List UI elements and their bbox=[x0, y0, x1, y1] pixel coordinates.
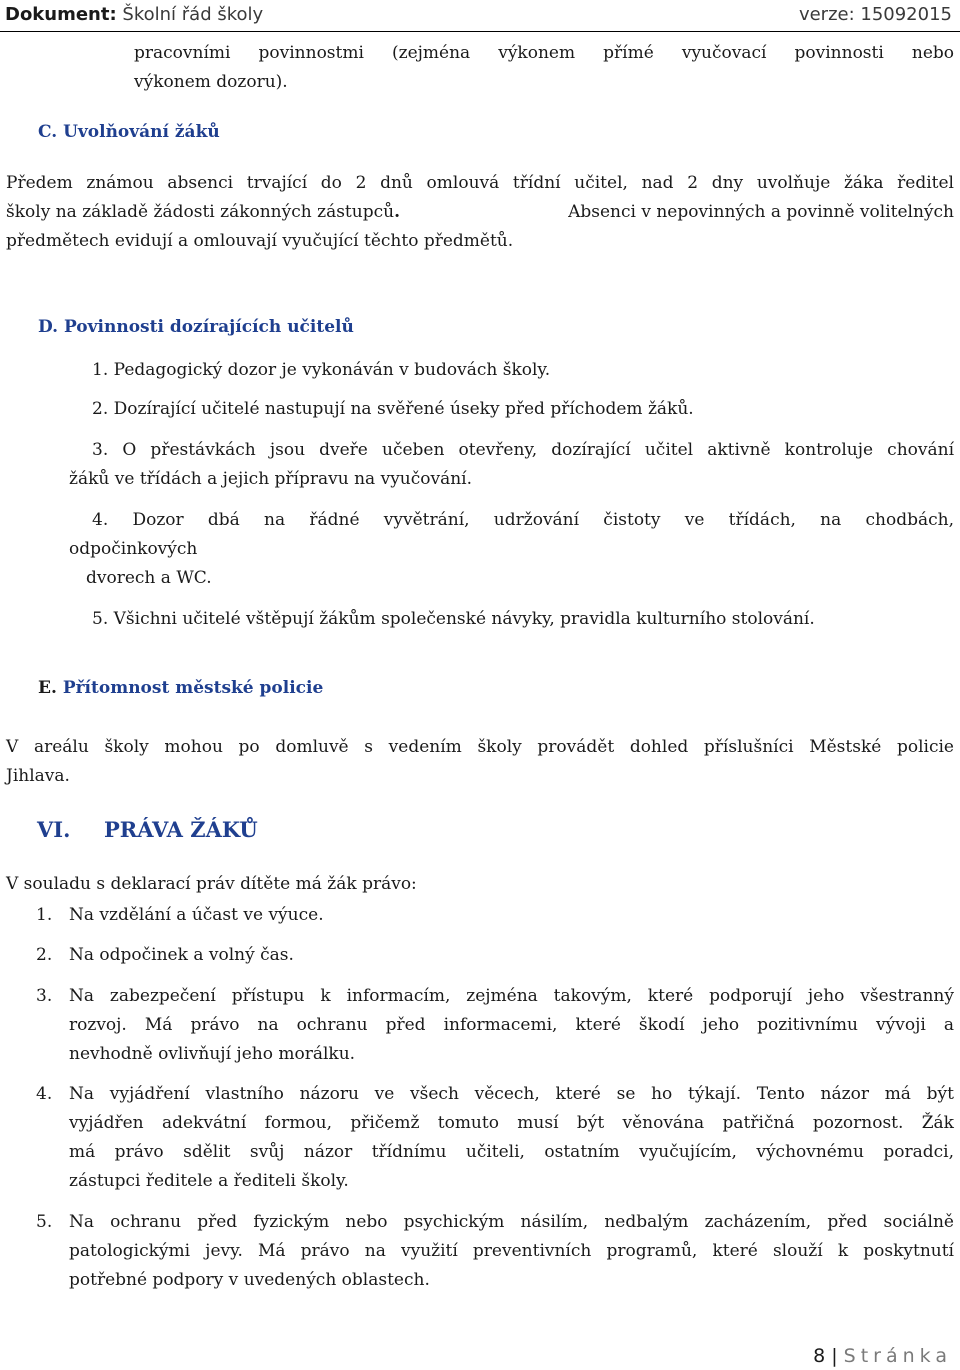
page-word: Stránka bbox=[843, 1345, 952, 1367]
chapter-title: PRÁVA ŽÁKŮ bbox=[104, 817, 258, 842]
rights-item-text: patologickými jevy. Má právo na využití preventivních programů, které slouží k poskytnutí bbox=[69, 1241, 954, 1261]
rights-item-text: Na ochranu před fyzickým nebo psychickým násilím, nedbalým zacházením, před sociálně bbox=[69, 1212, 954, 1232]
chapter-number: VI. bbox=[37, 817, 71, 842]
section-e-paragraph-line: V areálu školy mohou po domluvě s vedením školy provádět dohled příslušníci Městské policie bbox=[6, 737, 954, 757]
rights-intro: V souladu s deklarací práv dítěte má žák právo: bbox=[6, 874, 417, 894]
section-c-paragraph-line: Předem známou absenci trvající do 2 dnů omlouvá třídní učitel, nad 2 dny uvolňuje žáka ředitel bbox=[6, 173, 954, 193]
section-c-text: Absenci v nepovinných a povinně volitelných bbox=[568, 202, 954, 222]
rights-item-text: nevhodně ovlivňují jeho morálku. bbox=[69, 1044, 356, 1064]
document-label: Dokument: bbox=[5, 4, 117, 25]
section-e-heading bbox=[38, 674, 323, 703]
list-item-continuation: dvorech a WC. bbox=[86, 568, 212, 588]
list-item bbox=[92, 436, 954, 465]
list-item-number: 1. bbox=[92, 360, 109, 380]
section-d-heading: D. Povinnosti dozírajících učitelů bbox=[38, 317, 354, 337]
list-item-text: Všichni učitelé vštěpují žákům společenské návyky, pravidla kulturního stolování. bbox=[113, 609, 815, 629]
document-title bbox=[5, 0, 263, 30]
intro-line: pracovními povinnostmi (zejména výkonem přímé vyučovací povinnosti nebo bbox=[134, 43, 954, 63]
rights-item-number: 5. bbox=[36, 1212, 53, 1232]
rights-item-text: zástupci ředitele a řediteli školy. bbox=[69, 1171, 349, 1191]
list-item-text: Dozírající učitelé nastupují na svěřené úseky před příchodem žáků. bbox=[113, 399, 694, 419]
section-c-paragraph-line: školy na základě žádosti zákonných zástupců. Absenci v nepovinných a povinně volitelných bbox=[6, 198, 954, 227]
section-c-heading: C. Uvolňování žáků bbox=[38, 122, 220, 142]
rights-item-text: Na odpočinek a volný čas. bbox=[69, 945, 294, 965]
rights-item-text: Na vzdělání a účast ve výuce. bbox=[69, 905, 324, 925]
rights-item-text: vyjádřen adekvátní formou, přičemž tomuto musí být věnována patřičná pozornost. Žák bbox=[69, 1113, 954, 1133]
document-version: verze: 15092015 bbox=[798, 4, 952, 25]
list-item-number: 2. bbox=[92, 399, 109, 419]
list-item-continuation: odpočinkových bbox=[69, 539, 198, 559]
page-header bbox=[0, 0, 960, 32]
list-item-number: 3. bbox=[92, 440, 109, 460]
rights-item-number: 1. bbox=[36, 905, 53, 925]
list-item bbox=[92, 506, 954, 535]
list-item-text: Dozor dbá na řádné vyvětrání, udržování čistoty ve třídách, na chodbách, bbox=[132, 510, 954, 530]
intro-line: výkonem dozoru). bbox=[134, 72, 288, 92]
list-item-number: 5. bbox=[92, 609, 109, 629]
section-c-paragraph-line: předmětech evidují a omlouvají vyučující těchto předmětů. bbox=[6, 231, 514, 251]
rights-item-number: 2. bbox=[36, 945, 53, 965]
footer-separator: | bbox=[831, 1345, 838, 1367]
rights-item-number: 4. bbox=[36, 1084, 53, 1104]
rights-item-number: 3. bbox=[36, 986, 53, 1006]
list-item bbox=[92, 395, 952, 424]
rights-item-text: Na vyjádření vlastního názoru ve všech věcech, které se ho týkají. Tento názor má být bbox=[69, 1084, 954, 1104]
page-number: 8 bbox=[813, 1345, 826, 1367]
section-e-title: Přítomnost městské policie bbox=[62, 678, 324, 698]
section-c-text: školy na základě žádosti zákonných zástupců bbox=[6, 202, 395, 222]
section-e-paragraph-line: Jihlava. bbox=[6, 766, 70, 786]
list-item-number: 4. bbox=[92, 510, 109, 530]
list-item bbox=[92, 605, 954, 634]
rights-item-text: potřebné podpory v uvedených oblastech. bbox=[69, 1270, 430, 1290]
list-item-text: Pedagogický dozor je vykonáván v budovách školy. bbox=[113, 360, 551, 380]
list-item bbox=[92, 356, 952, 385]
rights-item-text: má právo sdělit svůj názor třídnímu učiteli, ostatním vyučujícím, výchovnému poradci, bbox=[69, 1142, 954, 1162]
rights-item-text: rozvoj. Má právo na ochranu před informacemi, které škodí jeho pozitivnímu vývoji a bbox=[69, 1015, 954, 1035]
section-e-number: E. bbox=[38, 678, 57, 698]
list-item-text: O přestávkách jsou dveře učeben otevřeny, dozírající učitel aktivně kontroluje chování bbox=[122, 440, 955, 460]
page-footer bbox=[813, 1343, 952, 1369]
rights-item-text: Na zabezpečení přístupu k informacím, zejména takovým, které podporují jeho všestranný bbox=[69, 986, 954, 1006]
document-name: Školní řád školy bbox=[122, 4, 264, 25]
list-item-continuation: žáků ve třídách a jejich přípravu na vyučování. bbox=[69, 469, 473, 489]
